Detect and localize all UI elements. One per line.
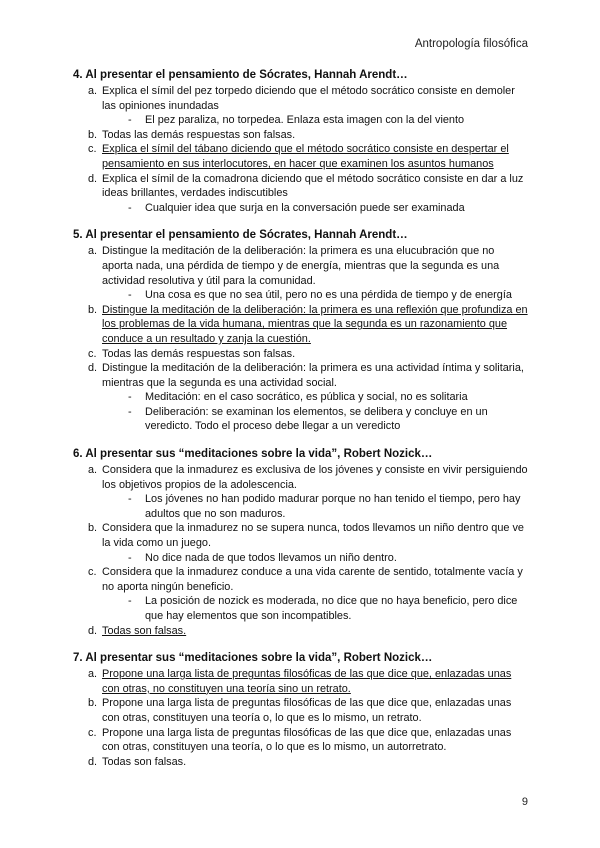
dash-bullet: - xyxy=(128,391,132,404)
option-note xyxy=(73,405,528,434)
question-title: 5. Al presentar el pensamiento de Sócrates, Hannah Arendt… xyxy=(73,229,408,242)
option-note xyxy=(73,594,528,623)
note-text: Meditación: en el caso socrático, es pública y social, no es solitaria xyxy=(145,391,468,404)
option-letter: a. xyxy=(88,245,98,258)
option-text: Explica el símil del tábano diciendo que el método socrático consiste en despertar el pensamiento en sus interlocutores, en hacer que examinen los asuntos humanos xyxy=(102,143,509,170)
option-text: Todas son falsas. xyxy=(102,755,187,768)
answer-option xyxy=(73,244,528,288)
option-letter: c. xyxy=(88,347,97,360)
answer-option xyxy=(73,463,528,492)
answer-option-correct xyxy=(73,624,528,639)
question-7 xyxy=(73,651,528,769)
option-letter: d. xyxy=(88,624,98,637)
dash-bullet: - xyxy=(128,289,132,302)
note-text: Deliberación: se examinan los elementos, se delibera y concluye en un veredicto. Todo el proceso debe llegar a un veredicto xyxy=(145,405,488,433)
option-note xyxy=(73,551,528,566)
page-number: 9 xyxy=(521,796,528,808)
option-text: Considera que la inmadurez es exclusiva de los jóvenes y consiste en vivir persiguiendo los objetivos propios de la adolescencia. xyxy=(102,464,528,491)
option-letter: a. xyxy=(88,85,98,97)
answer-option xyxy=(73,128,528,143)
answer-option xyxy=(73,347,528,362)
option-text: Considera que la inmadurez conduce a una vida carente de sentido, totalmente vacía y no aporta ningún beneficio. xyxy=(102,566,523,593)
question-4 xyxy=(73,68,528,215)
note-text: No dice nada de que todos llevamos un niño dentro. xyxy=(145,551,397,564)
option-letter: b. xyxy=(88,303,98,316)
dash-bullet: - xyxy=(128,114,132,127)
option-text: Propone una larga lista de preguntas filosóficas de las que dice que, enlazadas unas con otras, no constituyen una teoría sino un retrato. xyxy=(102,668,512,695)
option-text: Explica el símil de la comadrona diciendo que el método socrático consiste en dar a luz ideas brillantes, verdades indiscutibles xyxy=(102,172,524,200)
option-letter: d. xyxy=(88,172,98,185)
option-text: Propone una larga lista de preguntas filosóficas de las que dice que, enlazadas unas con otras, constituyen una teoría, o lo que es lo mismo, un autorretrato. xyxy=(102,726,512,754)
dash-bullet: - xyxy=(128,595,132,608)
option-text: Distingue la meditación de la deliberación: la primera es una actividad íntima y solitaria, mientras que la segunda es una actividad social. xyxy=(102,362,524,389)
question-6 xyxy=(73,447,528,638)
option-letter: b. xyxy=(88,697,98,710)
answer-option xyxy=(73,521,528,550)
option-text: Propone una larga lista de preguntas filosóficas de las que dice que, enlazadas unas con otras, constituyen una teoría o, lo que es lo mismo, un retrato. xyxy=(102,697,512,724)
dash-bullet: - xyxy=(128,405,132,418)
question-title: 7. Al presentar sus “meditaciones sobre la vida”, Robert Nozick… xyxy=(73,652,433,665)
running-header: Antropología filosófica xyxy=(414,38,528,50)
option-text: Todas las demás respuestas son falsas. xyxy=(102,128,296,141)
answer-option xyxy=(73,172,528,201)
note-text: Una cosa es que no sea útil, pero no es una pérdida de tiempo y de energía xyxy=(145,289,512,302)
option-note xyxy=(73,390,528,405)
answer-option-correct xyxy=(73,142,528,171)
question-5 xyxy=(73,228,528,434)
option-note xyxy=(73,201,528,216)
question-list xyxy=(73,68,528,782)
answer-option xyxy=(73,696,528,725)
option-text: Todas son falsas. xyxy=(102,624,187,637)
note-text: Cualquier idea que surja en la conversación puede ser examinada xyxy=(145,201,465,214)
option-letter: d. xyxy=(88,362,98,375)
option-text: Distingue la meditación de la deliberación: la primera es una elucubración que no aporta nada, una pérdida de tiempo y de energía, mientras que la segunda es una actividad resolutiva y útil para la comunidad. xyxy=(102,245,500,287)
dash-bullet: - xyxy=(128,201,132,214)
option-note xyxy=(73,492,528,521)
note-text: Los jóvenes no han podido madurar porque no han tenido el tiempo, pero hay adultos que no son maduros. xyxy=(145,493,521,520)
answer-option xyxy=(73,726,528,755)
option-text: Explica el símil del pez torpedo diciendo que el método socrático consiste en demoler las opiniones inundadas xyxy=(102,85,515,112)
option-letter: b. xyxy=(88,128,98,141)
option-letter: c. xyxy=(88,726,97,739)
answer-option-correct xyxy=(73,303,528,347)
option-text: Todas las demás respuestas son falsas. xyxy=(102,347,296,360)
answer-option xyxy=(73,565,528,594)
answer-option xyxy=(73,755,528,770)
dash-bullet: - xyxy=(128,493,132,506)
answer-option xyxy=(73,361,528,390)
answer-option xyxy=(73,84,528,113)
option-letter: a. xyxy=(88,668,98,681)
option-letter: c. xyxy=(88,566,97,579)
option-letter: a. xyxy=(88,464,98,477)
option-note xyxy=(73,288,528,303)
note-text: El pez paraliza, no torpedea. Enlaza esta imagen con la del viento xyxy=(145,114,465,127)
dash-bullet: - xyxy=(128,551,132,564)
question-title: 6. Al presentar sus “meditaciones sobre la vida”, Robert Nozick… xyxy=(73,448,433,461)
option-letter: b. xyxy=(88,522,98,535)
option-text: Considera que la inmadurez no se supera nunca, todos llevamos un niño dentro que ve la vida como un juego. xyxy=(102,522,524,550)
answer-option-correct xyxy=(73,667,528,696)
option-letter: d. xyxy=(88,755,98,768)
question-title: 4. Al presentar el pensamiento de Sócrates, Hannah Arendt… xyxy=(73,69,408,81)
option-note xyxy=(73,113,528,128)
option-letter: c. xyxy=(88,143,97,156)
note-text: La posición de nozick es moderada, no dice que no haya beneficio, pero dice que hay elementos que son incompatibles. xyxy=(145,595,518,622)
option-text: Distingue la meditación de la deliberación: la primera es una reflexión que profundiza en los problemas de la vida humana, mientras que la segunda es un razonamiento que conduce a un resultado y zanja la cuestión. xyxy=(102,303,528,345)
